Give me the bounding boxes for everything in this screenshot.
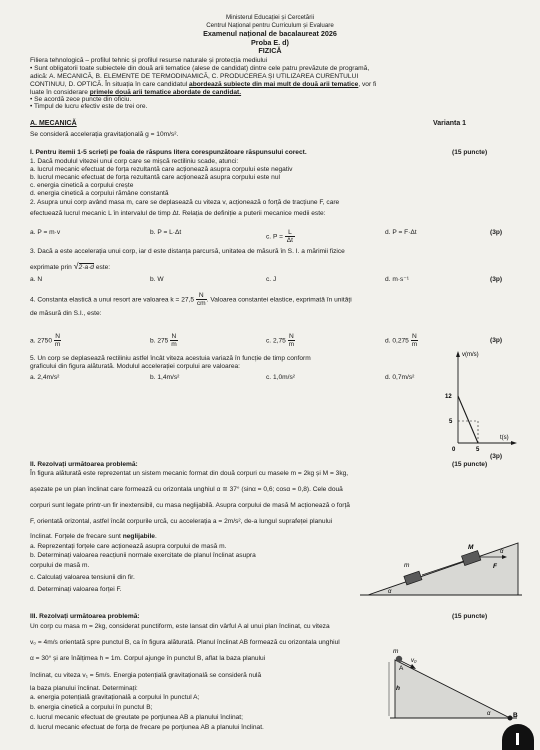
instructions-text: , vor fi xyxy=(358,81,377,88)
task-item: d. lucrul mecanic efectuat de forța de frecare pe porțiunea AB a planului înclinat. xyxy=(30,724,264,731)
question-3 xyxy=(30,262,110,272)
angle-alpha-label: α xyxy=(500,549,504,555)
answer-text: b. 275 xyxy=(150,337,169,345)
answer-option: d. P = F·Δt xyxy=(385,229,417,236)
question-4: de măsură din S.I., este: xyxy=(30,310,102,317)
fraction-num: L xyxy=(285,229,295,237)
answer-option: d. energia cinetică a corpului rămâne constantă xyxy=(30,190,169,197)
mass-M-label: M xyxy=(468,544,474,551)
x-axis-label: t(s) xyxy=(500,435,509,441)
variant-label: Varianta 1 xyxy=(433,120,467,127)
fraction xyxy=(196,292,207,307)
velocity-time-graph xyxy=(440,348,520,453)
instructions-line: • Se acordă zece puncte din oficiu. xyxy=(30,96,132,103)
question-2: 2. Asupra unui corp având masa m, care se deplasează cu viteza v, acționează o forță de tracțiune F, care xyxy=(30,199,340,206)
ramp xyxy=(395,660,510,718)
ministry-label: Ministerul Educației și Cercetării xyxy=(225,14,315,21)
force-F-label: F xyxy=(493,563,497,570)
task-item: corpului de masă m. xyxy=(30,562,90,569)
answer-option: c. J xyxy=(266,276,277,283)
y-axis-arrow xyxy=(456,351,460,357)
problem-text: În figura alăturată este reprezentat un sistem mecanic format din două corpuri cu masele m = 2kg și M = 3kg, xyxy=(30,470,349,477)
fraction xyxy=(288,333,296,348)
answer-option xyxy=(150,333,178,348)
question-text: exprimate prin xyxy=(30,264,72,271)
answer-option: b. 1,4m/s² xyxy=(150,374,180,381)
instructions-line: • Sunt obligatorii toate subiectele din două arii tematice (alese de candidat) dintre cele patru prevăzute de programă, xyxy=(30,65,370,72)
center-label: Centrul Național pentru Curriculum și Evaluare xyxy=(206,22,334,29)
answer-option xyxy=(266,229,295,244)
x-tick-label: 5 xyxy=(476,447,480,453)
subject-title: FIZICĂ xyxy=(258,46,282,55)
problem-text: F, orientată orizontal, astfel încât corpurile urcă, cu accelerația a = 2m/s², de-a lungul suprafeței planului xyxy=(30,518,333,525)
answer-option xyxy=(266,333,295,348)
part2-heading: II. Rezolvați următoarea problemă: xyxy=(30,461,138,468)
fraction-num: N xyxy=(171,333,177,340)
velocity-line xyxy=(458,396,478,443)
answer-option: b. W xyxy=(150,276,164,283)
problem-text: α = 30° și are înălțimea h = 1m. Corpul ajunge în punctul B, aflat la baza planului xyxy=(30,655,266,662)
problem-emphasis: neglijabile xyxy=(122,533,155,540)
answer-option: d. m·s⁻¹ xyxy=(385,276,409,283)
task-item: c. lucrul mecanic efectuat de greutate pe porțiunea AB a planului înclinat; xyxy=(30,714,243,721)
instructions-line: Filiera tehnologică – profilul tehnic și profilul resurse naturale și protecția mediului xyxy=(30,57,268,64)
instructions-line: • Timpul de lucru efectiv este de trei ore. xyxy=(30,103,148,110)
answer-text: c. P = xyxy=(266,233,283,241)
answer-option: a. lucrul mecanic efectuat de forța rezultantă care acționează asupra corpului este negativ xyxy=(30,166,293,173)
part3-points: (15 puncte) xyxy=(452,613,488,620)
task-item: b. energia cinetică a corpului în punctul B; xyxy=(30,704,153,711)
instructions-text: CONTINUU, D. OPTICĂ. În situația în care candidatul xyxy=(30,81,190,88)
question-text: este: xyxy=(95,264,111,271)
instructions-emphasis: abordează subiecte din mai mult de două arii tematice xyxy=(189,81,359,88)
fraction-den: m xyxy=(171,341,177,348)
fraction xyxy=(285,229,295,244)
fraction-num: N xyxy=(55,333,60,340)
part3-heading: III. Rezolvați următoarea problemă: xyxy=(30,613,140,620)
answer-option: b. P = L·Δt xyxy=(150,229,182,236)
fraction-num: N xyxy=(289,333,294,340)
fraction xyxy=(411,333,419,348)
part2-points: (15 puncte) xyxy=(452,461,488,468)
height-label: h xyxy=(396,685,400,692)
question-text: . Valoarea constantei elastice, exprimată în unități xyxy=(206,296,352,304)
task-item: a. energia potențială gravitațională a corpului în punctul A; xyxy=(30,694,200,701)
sqrt-expression: 2·a·d xyxy=(78,264,94,271)
angle-alpha-label: α xyxy=(388,589,392,595)
problem-text-part: . xyxy=(154,533,157,540)
points-label: (3p) xyxy=(490,453,503,460)
fraction-num: N xyxy=(412,333,417,340)
question-3: 3. Dacă a este accelerația unui corp, iar d este distanța parcursă, unitatea de măsură în S. I. a mărimii fizice xyxy=(30,248,345,255)
part1-points: (15 puncte) xyxy=(452,149,488,156)
y-axis-label: v(m/s) xyxy=(462,352,479,358)
instructions-line xyxy=(30,81,376,89)
y-tick-label: 5 xyxy=(449,419,453,425)
fraction-den: m xyxy=(411,341,418,348)
ramp-figure xyxy=(385,648,525,726)
angle-alpha-label: α xyxy=(487,711,491,717)
problem-text: înclinat, cu viteza v₁ = 5m/s. Energia potențială gravitațională se consideră nulă xyxy=(30,672,262,679)
points-label: (3p) xyxy=(490,229,503,236)
fraction-den: m xyxy=(288,341,295,348)
fraction-den: Δt xyxy=(286,237,294,244)
v0-label: v₀ xyxy=(411,658,417,664)
points-label: (3p) xyxy=(490,337,503,344)
sqrt-symbol: √ xyxy=(73,261,79,271)
question-text: 4. Constanta elastică a unui resort are valoarea k = 27,5 xyxy=(30,296,195,304)
gravity-note: Se consideră accelerația gravitațională g = 10m/s². xyxy=(30,131,179,138)
points-label: (3p) xyxy=(490,276,503,283)
answer-option: c. 1,0m/s² xyxy=(266,374,295,381)
answer-text: c. 2,75 xyxy=(266,337,286,345)
arrow-up-icon xyxy=(516,733,519,745)
fraction xyxy=(54,333,62,348)
proba-label: Proba E. d) xyxy=(251,38,289,47)
instructions-emphasis: primele două arii tematice abordate de candidat. xyxy=(89,89,242,96)
problem-text: v₀ = 4m/s orientată spre punctul B, ca în figura alăturată. Planul înclinat AB formează cu orizontala unghiul xyxy=(30,639,340,646)
task-item: a. Reprezentați forțele care acționează asupra corpului de masă m. xyxy=(30,543,227,550)
inclined-plane-figure xyxy=(360,535,525,600)
x-tick-label: 0 xyxy=(452,447,456,453)
point-B-label: B xyxy=(513,712,518,719)
instructions-line: adică: A. MECANICĂ, B. ELEMENTE DE TERMODINAMICĂ, C. PRODUCEREA ȘI UTILIZAREA CURENTULUI xyxy=(30,73,359,80)
task-item: b. Determinați valoarea reacțiunii normale exercitate de planul înclinat asupra xyxy=(30,552,256,559)
scroll-up-button[interactable] xyxy=(502,724,534,750)
answer-text: d. 0,275 xyxy=(385,337,409,345)
fraction xyxy=(170,333,178,348)
task-item: d. Determinați valoarea forței F. xyxy=(30,586,122,593)
point-A-label: A xyxy=(399,665,404,672)
question-1: 1. Dacă modulul vitezei unui corp care se mișcă rectiliniu scade, atunci: xyxy=(30,158,239,165)
answer-option: a. N xyxy=(30,276,43,283)
mass-m-label: m xyxy=(393,648,399,655)
answer-option xyxy=(385,333,418,348)
mass-m-label: m xyxy=(404,562,410,569)
answer-text: a. 2750 xyxy=(30,337,52,345)
answer-option: c. energia cinetică a corpului crește xyxy=(30,182,134,189)
question-4 xyxy=(30,292,352,307)
question-5: graficului din figura alăturată. Modulul accelerației corpului are valoarea: xyxy=(30,363,241,370)
fraction-den: m xyxy=(54,341,61,348)
answer-option: a. P = m·v xyxy=(30,229,61,236)
part1-heading: I. Pentru itemii 1-5 scrieți pe foaia de răspuns litera corespunzătoare răspunsului corect. xyxy=(30,149,307,156)
answer-option: a. 2,4m/s² xyxy=(30,374,60,381)
answer-option xyxy=(30,333,61,348)
problem-text: așezate pe un plan înclinat care formează cu orizontala unghiul α ≅ 37° (sinα = 0,6; cosα = 0,8). Cele două xyxy=(30,486,343,493)
fraction-num: N xyxy=(196,292,207,300)
x-axis-arrow xyxy=(511,441,517,445)
problem-text: la baza planului înclinat. Determinați: xyxy=(30,685,138,692)
instructions-text: luate în considerare xyxy=(30,89,90,96)
answer-option: b. lucrul mecanic efectuat de forța rezultantă care acționează asupra corpului este nul xyxy=(30,174,280,181)
problem-text-part: înclinat. Forțele de frecare sunt xyxy=(30,533,123,540)
problem-text: Un corp cu masa m = 2kg, considerat punctiform, este lansat din vârful A al unui plan înclinat, cu viteza xyxy=(30,623,330,630)
problem-text: corpuri sunt legate printr-un fir inextensibil, cu masa neglijabilă. Asupra corpului de masă M acționează o forță xyxy=(30,502,350,509)
task-item: c. Calculați valoarea tensiunii din fir. xyxy=(30,574,135,581)
y-tick-label: 12 xyxy=(445,394,452,400)
problem-text xyxy=(30,533,157,541)
question-2: efectuează lucrul mecanic L în intervalul de timp Δt. Relația de definiție a puterii mecanice medii este: xyxy=(30,210,326,217)
exam-title: Examenul național de bacalaureat 2026 xyxy=(203,29,337,38)
point-B-marker xyxy=(508,716,513,721)
answer-option: d. 0,7m/s² xyxy=(385,374,415,381)
section-title: A. MECANICĂ xyxy=(30,120,77,127)
fraction-den: cm xyxy=(196,300,206,307)
question-5: 5. Un corp se deplasează rectiliniu astfel încât viteza acestuia variază în funcție de timp conform xyxy=(30,355,311,362)
